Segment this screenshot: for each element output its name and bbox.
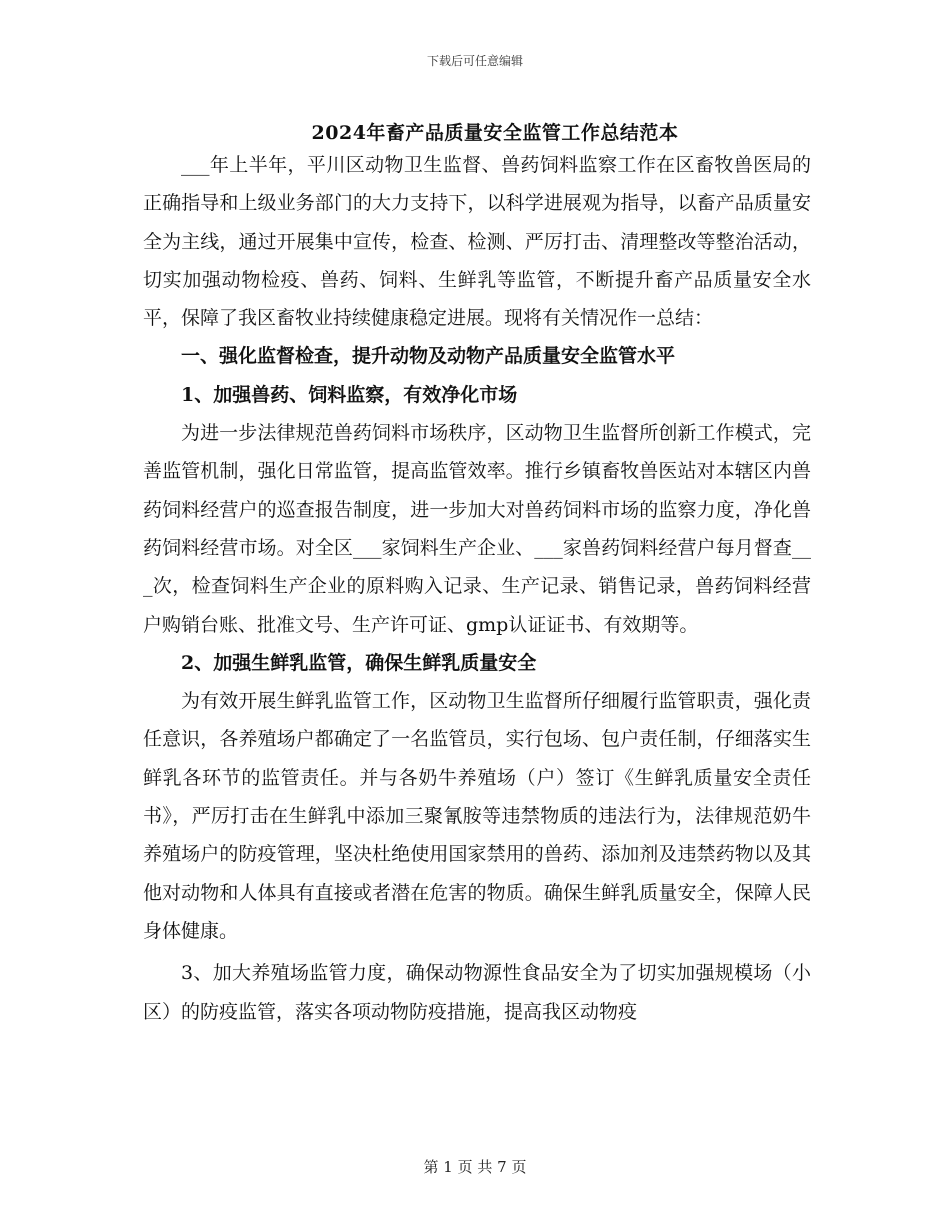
document-title: 2024年畜产品质量安全监管工作总结范本	[311, 122, 679, 144]
paragraph-veterinary-feed: 为进一步法律规范兽药饲料市场秩序，区动物卫生监督所创新工作模式，完善监管机制，强化日常监管，提高监管效率。推行乡镇畜牧兽医站对本辖区内兽药饲料经营户的巡查报告制度，进一步加大对兽药饲料市场的监察力度，净化兽药饲料经营市场。对全区___家饲料生产企业、___家兽药饲料经营户每月督查___次，检查饲料生产企业的原料购入记录、生产记录、销售记录，兽药饲料经营户购销台账、批准文号、生产许可证、gmp认证证书、有效期等。	[143, 422, 811, 636]
page-number: 第 1 页 共 7 页	[423, 1158, 527, 1176]
paragraph-raw-milk: 为有效开展生鲜乳监管工作，区动物卫生监督所仔细履行监管职责，强化责任意识，各养殖场户都确定了一名监管员，实行包场、包户责任制，仔细落实生鲜乳各环节的监管责任。并与各奶牛养殖场（户）签订《生鲜乳质量安全责任书》，严厉打击在生鲜乳中添加三聚氰胺等违禁物质的违法行为，法律规范奶牛养殖场户的防疫管理，坚决杜绝使用国家禁用的兽药、添加剂及违禁药物以及其他对动物和人体具有直接或者潜在危害的物质。确保生鲜乳质量安全，保障人民身体健康。	[143, 690, 811, 942]
header-note: 下载后可任意编辑	[426, 54, 523, 68]
section-heading-1: 一、强化监督检查，提升动物及动物产品质量安全监管水平	[181, 345, 676, 368]
paragraph-farm-supervision: 3、加大养殖场监管力度，确保动物源性食品安全为了切实加强规模场（小区）的防疫监管，落实各项动物防疫措施，提高我区动物疫	[143, 962, 811, 1023]
intro-paragraph: ___年上半年，平川区动物卫生监督、兽药饲料监察工作在区畜牧兽医局的正确指导和上级业务部门的大力支持下，以科学进展观为指导，以畜产品质量安全为主线，通过开展集中宣传，检查、检测、严厉打击、清理整改等整治活动，切实加强动物检疫、兽药、饲料、生鲜乳等监管，不断提升畜产品质量安全水平，保障了我区畜牧业持续健康稳定进展。现将有关情况作一总结：	[143, 154, 811, 330]
subsection-heading-2: 2、加强生鲜乳监管，确保生鲜乳质量安全	[181, 651, 537, 674]
subsection-heading-1: 1、加强兽药、饲料监察，有效净化市场	[181, 383, 518, 406]
document-body	[143, 146, 811, 1031]
